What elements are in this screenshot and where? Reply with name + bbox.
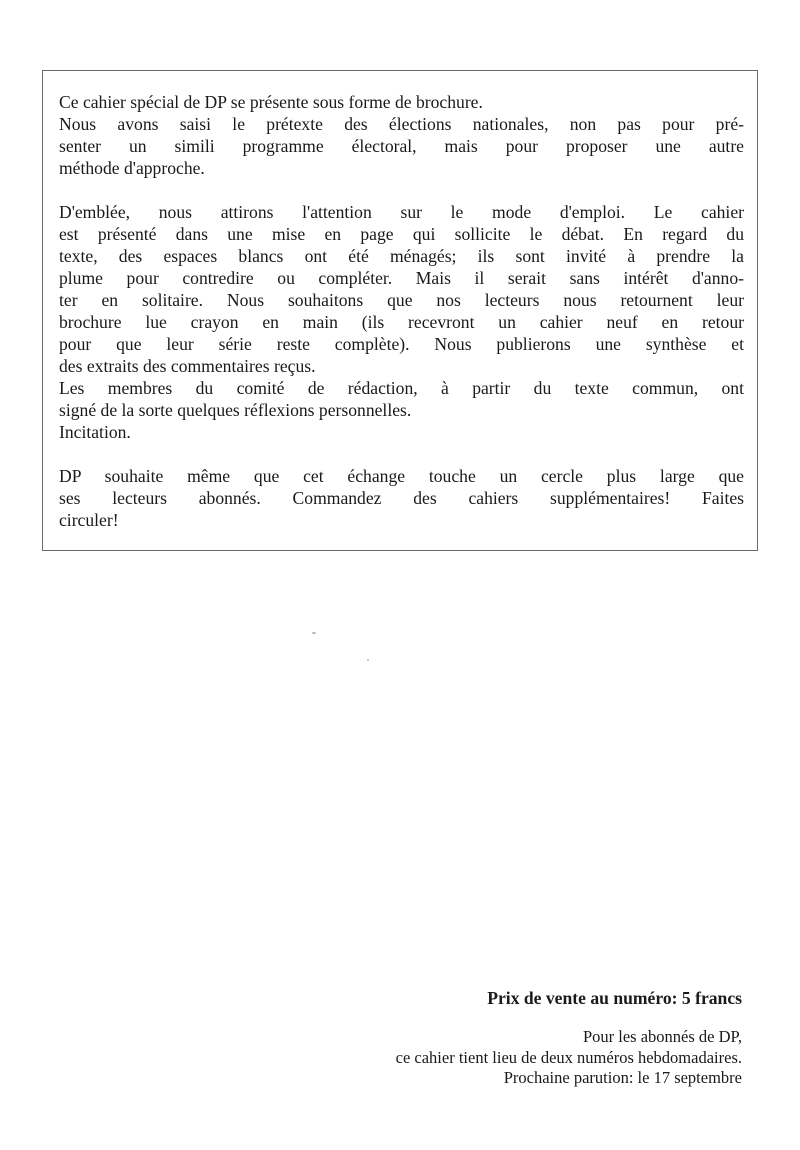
text-line: texte, des espaces blancs ont été ménagés; ils sont invité à prendre la — [59, 246, 744, 266]
text-line: pour que leur série reste complète). Nous publierons une synthèse et — [59, 334, 744, 354]
text-line: Nous avons saisi le prétexte des élections nationales, non pas pour pré- — [59, 114, 744, 134]
text-line: brochure lue crayon en main (ils recevront un cahier neuf en retour — [59, 312, 744, 332]
text-line: D'emblée, nous attirons l'attention sur le mode d'emploi. Le cahier — [59, 202, 744, 222]
note-line: Prochaine parution: le 17 septembre — [503, 1068, 742, 1087]
text-line: Les membres du comité de rédaction, à partir du texte commun, ont — [59, 378, 744, 398]
text-line: DP souhaite même que cet échange touche un cercle plus large que — [59, 466, 744, 486]
note-line: Pour les abonnés de DP, — [582, 1027, 742, 1046]
text-line: circuler! — [59, 510, 119, 530]
text-line: ter en solitaire. Nous souhaitons que nos lecteurs nous retournent leur — [59, 290, 744, 310]
price-line: Prix de vente au numéro: 5 francs — [487, 988, 742, 1008]
text-line: senter un simili programme électoral, mais pour proposer une autre — [59, 136, 744, 156]
text-line: est présenté dans une mise en page qui sollicite le débat. En regard du — [59, 224, 744, 244]
intro-paragraph-2 — [59, 201, 744, 443]
scan-speck — [367, 659, 369, 661]
text-line: Ce cahier spécial de DP se présente sous forme de brochure. — [59, 92, 483, 112]
intro-paragraph-3 — [59, 465, 744, 531]
text-line: plume pour contredire ou compléter. Mais il serait sans intérêt d'anno- — [59, 268, 744, 288]
text-line: des extraits des commentaires reçus. — [59, 356, 316, 376]
scan-speck — [312, 632, 316, 634]
text-line: ses lecteurs abonnés. Commandez des cahiers supplémentaires! Faites — [59, 488, 744, 508]
subscriber-note — [396, 1027, 742, 1089]
text-line: méthode d'approche. — [59, 158, 205, 178]
text-line: Incitation. — [59, 422, 131, 442]
text-line: signé de la sorte quelques réflexions personnelles. — [59, 400, 412, 420]
intro-text-box — [42, 70, 758, 551]
intro-paragraph-1 — [59, 91, 744, 179]
note-line: ce cahier tient lieu de deux numéros hebdomadaires. — [395, 1047, 742, 1067]
